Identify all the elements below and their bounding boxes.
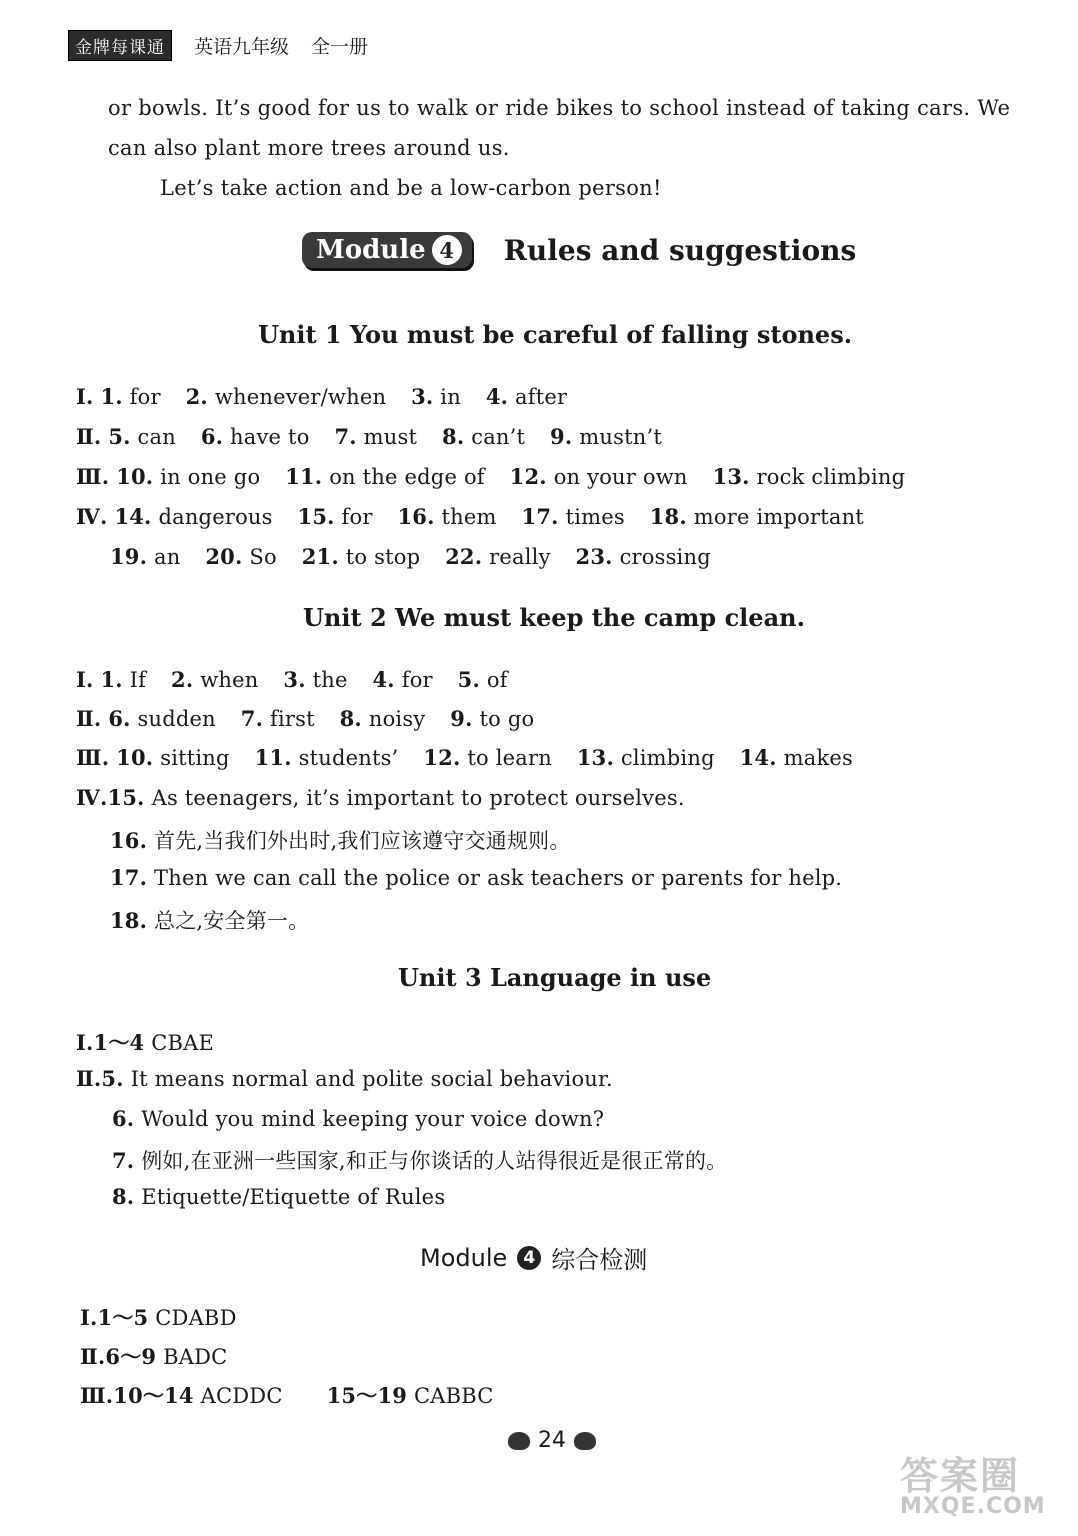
intro-line-1: or bowls. It’s good for us to walk or ride bikes to school instead of taking cars. We [108, 96, 1011, 120]
module-title: Rules and suggestions [503, 233, 857, 267]
watermark-logo-text: 答案圈 [900, 1454, 1021, 1498]
leaf-icon [574, 1432, 596, 1450]
unit1-section-IV: Ⅳ. 14. dangerous 15. for 16. them 17. times 18. more important [76, 504, 864, 529]
intro-line-2: can also plant more trees around us. [108, 136, 510, 160]
watermark [900, 1445, 1046, 1519]
unit2-section-IV-18: 18. 总之,安全第一。 [110, 908, 310, 933]
unit3-title: Unit 3 Language in use [398, 963, 712, 992]
test-section-I: Ⅰ.1～5 CDABD [80, 1305, 237, 1330]
leaf-icon [508, 1432, 530, 1450]
module-banner [302, 232, 856, 268]
unit3-section-I: Ⅰ.1～4 CBAE [76, 1030, 215, 1055]
intro-line-3: Let’s take action and be a low-carbon person! [160, 176, 662, 200]
test-section-III: Ⅲ.10～14 ACDDC 15～19 CABBC [80, 1383, 494, 1408]
book-volume: 全一册 [311, 36, 369, 58]
unit2-section-IV-15: Ⅳ.15. As teenagers, it’s important to protect ourselves. [76, 785, 685, 810]
page-number: 24 [538, 1428, 566, 1453]
page-footer [500, 1428, 604, 1453]
unit1-section-II: Ⅱ. 5. can 6. have to 7. must 8. can’t 9. mustn’t [76, 424, 662, 449]
module-test-title: Module 4 综合检测 [420, 1243, 648, 1274]
book-title: 英语九年级 [194, 36, 290, 58]
module-label: Module [316, 235, 426, 265]
test-section-II: Ⅱ.6～9 BADC [80, 1344, 228, 1369]
page-header [68, 30, 368, 61]
module-number: 4 [432, 235, 462, 265]
unit2-title: Unit 2 We must keep the camp clean. [303, 603, 805, 632]
brand-logo: 金牌每课通 [68, 30, 172, 61]
unit2-section-IV-17: 17. Then we can call the police or ask teachers or parents for help. [110, 865, 843, 890]
watermark-url: MXQE.COM [900, 1494, 1046, 1519]
test-module-number: 4 [517, 1246, 541, 1270]
unit2-section-III: Ⅲ. 10. sitting 11. students’ 12. to learn 13. climbing 14. makes [76, 745, 854, 770]
unit2-section-I: Ⅰ. 1. If 2. when 3. the 4. for 5. of [76, 667, 508, 692]
unit3-section-II-6: 6. Would you mind keeping your voice down? [112, 1106, 605, 1131]
unit1-title: Unit 1 You must be careful of falling stones. [258, 320, 853, 349]
unit3-section-II-5: Ⅱ.5. It means normal and polite social behaviour. [76, 1066, 613, 1091]
unit2-section-IV-16: 16. 首先,当我们外出时,我们应该遵守交通规则。 [110, 828, 571, 853]
unit1-section-III: Ⅲ. 10. in one go 11. on the edge of 12. on your own 13. rock climbing [76, 464, 906, 489]
unit3-section-II-7: 7. 例如,在亚洲一些国家,和正与你谈话的人站得很近是很正常的。 [112, 1148, 728, 1173]
unit2-section-II: Ⅱ. 6. sudden 7. first 8. noisy 9. to go [76, 706, 535, 731]
unit1-section-IV-cont: 19. an 20. So 21. to stop 22. really 23. crossing [110, 544, 711, 569]
module-badge [302, 232, 472, 268]
unit3-section-II-8: 8. Etiquette/Etiquette of Rules [112, 1184, 446, 1209]
unit1-section-I: Ⅰ. 1. for 2. whenever/when 3. in 4. after [76, 384, 568, 409]
